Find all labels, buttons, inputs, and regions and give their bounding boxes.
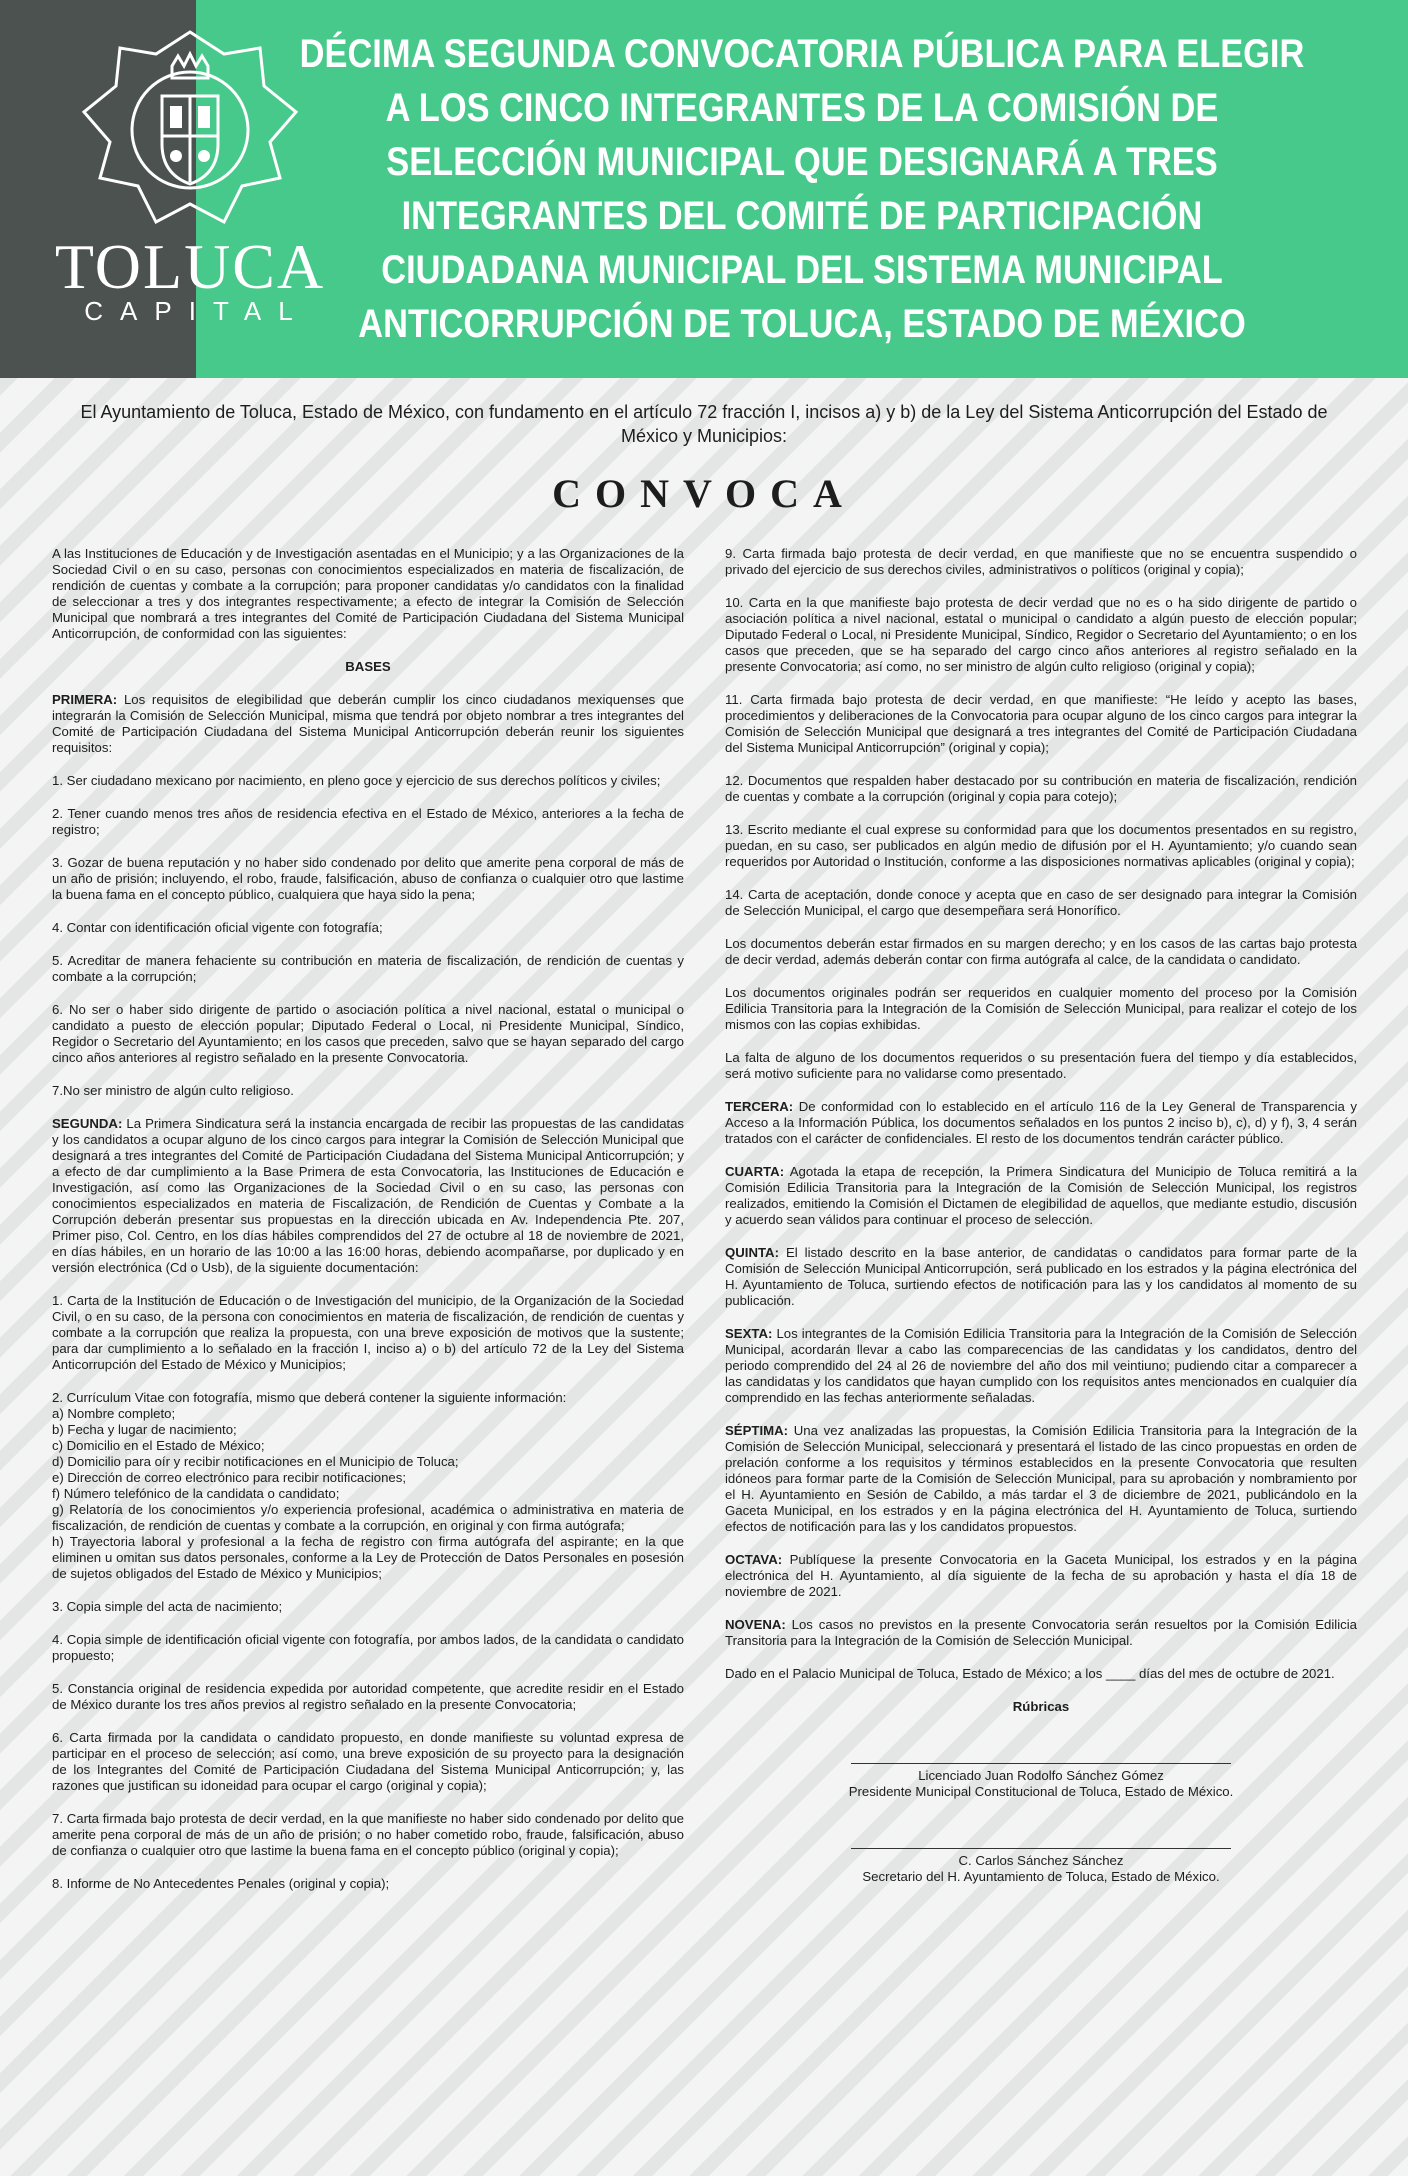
left-column xyxy=(52,546,684,1909)
document-item: 4. Copia simple de identificación oficial vigente con fotografía, por ambos lados, de la candidata o candidato propuesto; xyxy=(52,1632,684,1663)
signer-name: C. Carlos Sánchez Sánchez xyxy=(958,1853,1124,1868)
base-label: CUARTA: xyxy=(725,1164,785,1179)
logo-subtitle: CAPITAL xyxy=(84,296,310,326)
document-item: 10. Carta en la que manifieste bajo protesta de decir verdad que no es o ha sido dirigente de partido o asociación política a nivel nacional, estatal o municipal o candidato a algún puesto de elección popular; Diputado Federal o Local, ni Presidente Municipal, Síndico, Regidor o Secretario del Ayuntamiento; o en los casos que preceden, que se ha separado del cargo cinco años anteriores al registro señalado en la presente Convocatoria; así como, no ser ministro de algún culto religioso (original y copia); xyxy=(725,595,1357,674)
base-quinta xyxy=(725,1245,1357,1309)
base-text: Los integrantes de la Comisión Edilicia Transitoria para la Integración de la Comisión de Selección Municipal, acordarán llevar a cabo las comparecencias de las candidatas y los candidatos, dentro del periodo comprendido del 24 al 26 de noviembre del año dos mil veintiuno; pudiendo citar a comparecer a las candidatas y los candidatos que hayan cumplido con los requisitos antes mencionados en cualquier día comprendido en las fechas anteriormente señaladas. xyxy=(725,1326,1357,1405)
intro-paragraph: El Ayuntamiento de Toluca, Estado de México, con fundamento en el artículo 72 fracción I, incisos a) y b) de la Ley del Sistema Anticorrupción del Estado de México y Municipios: xyxy=(80,402,1328,446)
cv-subitem: c) Domicilio en el Estado de México; xyxy=(52,1438,265,1453)
requirement-item: 3. Gozar de buena reputación y no haber sido condenado por delito que amerite pena corporal de más de un año de prisión; incluyendo, el robo, fraude, falsificación, abuso de confianza o cualquier otro que lastime la buena fama en el concepto público, cualquiera que haya sido la pena; xyxy=(52,855,684,902)
base-septima xyxy=(725,1423,1357,1535)
base-text: Agotada la etapa de recepción, la Primera Sindicatura del Municipio de Toluca remitirá a la Comisión Edilicia Transitoria para la Integración de la Comisión de Selección Municipal, los registros realizados, emitiendo la Comisión el Dictamen de elegibilidad de aquellos, que mediante estudio, discusión y acuerdo sean válidos para continuar el proceso de selección. xyxy=(725,1164,1357,1227)
base-text: Una vez analizadas las propuestas, la Comisión Edilicia Transitoria para la Integración de la Comisión de Selección Municipal, seleccionará y presentará el listado de las cinco propuestas en orden de prelación conforme a los requisitos y términos establecidos en la presente Convocatoria que resulten idóneos para formar parte de la Comisión de Selección Municipal, para su aprobación y nombramiento por el H. Ayuntamiento en Sesión de Cabildo, a más tardar el 3 de diciembre de 2021, publicándolo en la Gaceta Municipal, en los estrados y en la página electrónica del H. Ayuntamiento de Toluca, surtiendo efectos de notificación para las y los candidatos propuestos. xyxy=(725,1423,1357,1534)
document-item-cv xyxy=(52,1390,684,1582)
base-label: SÉPTIMA: xyxy=(725,1423,789,1438)
cv-subitem: d) Domicilio para oír y recibir notificaciones en el Municipio de Toluca; xyxy=(52,1454,459,1469)
base-text: Publíquese la presente Convocatoria en la Gaceta Municipal, los estrados y en la página electrónica del H. Ayuntamiento, al día siguiente de la fecha de su aprobación y hasta el día 18 de noviembre de 2021. xyxy=(725,1552,1357,1599)
base-label: TERCERA: xyxy=(725,1099,794,1114)
document-item: 12. Documentos que respalden haber destacado por su contribución en materia de fiscalización, rendición de cuentas y combate a la corrupción (original y copia para cotejo); xyxy=(725,773,1357,804)
note-paragraph: Los documentos deberán estar firmados en su margen derecho; y en los casos de las cartas bajo protesta de decir verdad, además deberán contar con firma autógrafa al calce, de la candidata o candidato. xyxy=(725,936,1357,967)
base-label: NOVENA: xyxy=(725,1617,786,1632)
signature-block xyxy=(725,1848,1357,1885)
requirement-item: 4. Contar con identificación oficial vigente con fotografía; xyxy=(52,920,383,935)
cv-subitem: b) Fecha y lugar de nacimiento; xyxy=(52,1422,237,1437)
requirement-item: 6. No ser o haber sido dirigente de partido o asociación política a nivel nacional, estatal o municipal o candidato a puesto de elección popular; Diputado Federal o Local, ni Presidente Municipal, Síndico, Regidor o Secretario del Ayuntamiento; en los casos que preceden, salvo que se hayan separado del cargo cinco años anteriores al registro señalado en la presente Convocatoria. xyxy=(52,1002,684,1065)
requirement-item: 1. Ser ciudadano mexicano por nacimiento, en pleno goce y ejercicio de sus derechos políticos y civiles; xyxy=(52,773,661,788)
base-octava xyxy=(725,1552,1357,1600)
base-novena xyxy=(725,1617,1357,1649)
requirement-item: 5. Acreditar de manera fehaciente su contribución en materia de fiscalización, de rendición de cuentas y combate a la corrupción; xyxy=(52,953,684,984)
cv-subitem: e) Dirección de correo electrónico para recibir notificaciones; xyxy=(52,1470,407,1485)
cv-heading: 2. Currículum Vitae con fotografía, mismo que deberá contener la siguiente información: xyxy=(52,1390,567,1405)
base-label: OCTAVA: xyxy=(725,1552,783,1567)
title-block xyxy=(196,0,1408,378)
signer-name: Licenciado Juan Rodolfo Sánchez Gómez xyxy=(918,1768,1164,1783)
base-label: SEGUNDA: xyxy=(52,1116,123,1131)
base-tercera xyxy=(725,1099,1357,1147)
base-text: La Primera Sindicatura será la instancia encargada de recibir las propuestas de las candidatas y los candidatos a ocupar alguno de los cinco cargos para integrar la Comisión de Selección Municipal que designará a tres integrantes del Comité de Participación Ciudadana del Sistema Municipal Anticorrupción; y a efecto de dar cumplimiento a la Base Primera de esta Convocatoria, las Instituciones de Educación e Investigación, así como las Organizaciones de la Sociedad Civil o en su caso, las personas con conocimientos especializados en materia de Fiscalización, de Rendición de Cuentas y Combate a la Corrupción deberán presentar sus propuestas en la dirección ubicada en Av. Independencia Pte. 207, Primer piso, Col. Centro, en los días hábiles comprendidos del 27 de octubre al 18 de noviembre de 2021, en días hábiles, en un horario de las 10:00 a las 16:00 horas, debiendo acompañarse, por duplicado y en versión electrónica (Cd o Usb), de la siguiente documentación: xyxy=(52,1116,684,1275)
cv-subitem: a) Nombre completo; xyxy=(52,1406,176,1421)
base-primera xyxy=(52,692,684,756)
document-item: 8. Informe de No Antecedentes Penales (original y copia); xyxy=(52,1876,390,1891)
base-text: Los casos no previstos en la presente Convocatoria serán resueltos por la Comisión Edilicia Transitoria para la Integración de la Comisión de Selección Municipal. xyxy=(725,1617,1357,1648)
header-banner xyxy=(0,0,1408,378)
document-item: 6. Carta firmada por la candidata o candidato propuesto, en donde manifieste su voluntad expresa de participar en el proceso de selección; así como, una breve exposición de su proyecto para la designación de los Integrantes del Comité de Participación Ciudadana del Sistema Municipal Anticorrupción; y, las razones que justifican su idoneidad para ocupar el cargo (original y copia); xyxy=(52,1730,684,1793)
logo-wordmark: TOLUCA xyxy=(54,231,326,302)
base-text: De conformidad con lo establecido en el artículo 116 de la Ley General de Transparencia y Acceso a la Información Pública, los documentos señalados en los puntos 2 inciso b), c), d) y f), 3, 4 serán tratados con el carácter de confidenciales. El resto de los documentos tendrán carácter público. xyxy=(725,1099,1357,1146)
document-item: 13. Escrito mediante el cual exprese su conformidad para que los documentos presentados en su registro, puedan, en su caso, ser publicados en algún medio de difusión por el H. Ayuntamiento; y/o cuando sean requeridos por Autoridad o Institución, conforme a las disposiciones normativas aplicables (original y copia); xyxy=(725,822,1357,869)
base-text: Los requisitos de elegibilidad que deberán cumplir los cinco ciudadanos mexiquenses que integrarán la Comisión de Selección Municipal, misma que tendrá por objeto nombrar a tres integrantes del Comité de Participación Ciudadana del Sistema Municipal Anticorrupción deberán reunir los siguientes requisitos: xyxy=(52,692,684,755)
base-segunda xyxy=(52,1116,684,1276)
base-label: QUINTA: xyxy=(725,1245,779,1260)
signer-title: Secretario del H. Ayuntamiento de Toluca, Estado de México. xyxy=(862,1869,1220,1884)
document-item: 3. Copia simple del acta de nacimiento; xyxy=(52,1599,283,1614)
logo-block xyxy=(0,0,326,378)
signer-title: Presidente Municipal Constitucional de Toluca, Estado de México. xyxy=(848,1784,1234,1799)
signature-line xyxy=(851,1848,1231,1849)
signature-block xyxy=(725,1763,1357,1800)
base-label: PRIMERA: xyxy=(52,692,118,707)
document-item: 11. Carta firmada bajo protesta de decir verdad, en que manifieste: “He leído y acepto las bases, procedimientos y deliberaciones de la Convocatoria para ocupar alguno de los cinco cargos para integrar la Comisión de Selección Municipal que designará a tres integrantes del Comité de Participación Ciudadana del Sistema Municipal Anticorrupción” (original y copia); xyxy=(725,692,1357,755)
requirement-item: 7.No ser ministro de algún culto religioso. xyxy=(52,1083,294,1098)
preamble-paragraph: A las Instituciones de Educación y de Investigación asentadas en el Municipio; y a las Organizaciones de la Sociedad Civil o en su caso, personas con conocimientos especializados en materia de fiscalización, de rendición de cuentas y combate a la corrupción; para proponer candidatas y/o candidatos con la finalidad de seleccionar a tres y dos integrantes respectivamente; a efecto de integrar la Comisión de Selección Municipal que nombrará a tres integrantes del Comité de Participación Ciudadana del Sistema Municipal Anticorrupción, de conformidad con las siguientes: xyxy=(52,546,684,641)
requirement-item: 2. Tener cuando menos tres años de residencia efectiva en el Estado de México, anteriores a la fecha de registro; xyxy=(52,806,684,837)
page-title: DÉCIMA SEGUNDA CONVOCATORIA PÚBLICA PARA ELEGIR A LOS CINCO INTEGRANTES DE LA COMISIÓN DE SELECCIÓN MUNICIPAL QUE DESIGNARÁ A TRES INTEGRANTES DEL COMITÉ DE PARTICIPACIÓN CIUDADANA MUNICIPAL DEL SISTEMA MUNICIPAL ANTICORRUPCIÓN DE TOLUCA, ESTADO DE MÉXICO xyxy=(299,32,1305,346)
cv-subitem: f) Número telefónico de la candidata o candidato; xyxy=(52,1486,340,1501)
note-paragraph: Los documentos originales podrán ser requeridos en cualquier momento del proceso por la Comisión Edilicia Transitoria para la Integración de la Comisión de Selección Municipal, para realizar el cotejo de los mismos con las copias exhibidas. xyxy=(725,985,1357,1032)
document-item: 5. Constancia original de residencia expedida por autoridad competente, que acredite residir en el Estado de México durante los tres años previos al registro señalado en la presente Convocatoria; xyxy=(52,1681,684,1712)
cv-subitem: h) Trayectoria laboral y profesional a la fecha de registro con firma autógrafa del aspirante; en la que eliminen u omitan sus datos personales, conforme a la Ley de Protección de Datos Personales en posesión de sujetos obligados del Estado de México y Municipios; xyxy=(52,1534,684,1581)
cv-subitem: g) Relatoría de los conocimientos y/o experiencia profesional, académica o administrativa en materia de fiscalización, de rendición de cuentas y combate a la corrupción, en original y con firma autógrafa; xyxy=(52,1502,684,1533)
base-cuarta xyxy=(725,1164,1357,1228)
convoca-heading: CONVOCA xyxy=(552,471,856,516)
right-column xyxy=(725,546,1357,1885)
note-paragraph: La falta de alguno de los documentos requeridos o su presentación fuera del tiempo y día establecidos, será motivo suficiente para no validarse como presentado. xyxy=(725,1050,1357,1081)
base-label: SEXTA: xyxy=(725,1326,773,1341)
document-item: 9. Carta firmada bajo protesta de decir verdad, en que manifieste que no se encuentra suspendido o privado del ejercicio de sus derechos civiles, administrativos o políticos (original y copia); xyxy=(725,546,1357,577)
bases-heading: BASES xyxy=(345,659,391,674)
document-item: 7. Carta firmada bajo protesta de decir verdad, en la que manifieste no haber sido condenado por delito que amerite pena corporal de más de un año de prisión; o no haber cometido robo, fraude, falsificación, abuso de confianza o cualquier otro que lastime la buena fama en el concepto público (original y copia); xyxy=(52,1811,684,1858)
dado-paragraph: Dado en el Palacio Municipal de Toluca, Estado de México; a los ____ días del mes de octubre de 2021. xyxy=(725,1666,1335,1681)
base-sexta xyxy=(725,1326,1357,1406)
base-text: El listado descrito en la base anterior, de candidatas o candidatos para formar parte de la Comisión de Selección Municipal Anticorrupción, será publicado en los estrados y la página electrónica del H. Ayuntamiento de Toluca, surtiendo efectos de notificación para las y los candidatos al momento de su publicación. xyxy=(725,1245,1357,1308)
rubricas-heading: Rúbricas xyxy=(1012,1699,1070,1714)
signature-line xyxy=(851,1763,1231,1764)
toluca-crest-logo xyxy=(74,26,306,236)
document-item: 14. Carta de aceptación, donde conoce y acepta que en caso de ser designado para integrar la Comisión de Selección Municipal, el cargo que desempeñara será Honorífico. xyxy=(725,887,1357,918)
document-item: 1. Carta de la Institución de Educación o de Investigación del municipio, de la Organización de la Sociedad Civil, o en su caso, de la persona con conocimientos en materia de fiscalización, de rendición de cuentas y combate a la corrupción que realiza la propuesta, con una breve exposición de motivos que la sustente; para dar cumplimiento a lo señalado en la fracción I, inciso a) o b) del artículo 72 de la Ley del Sistema Anticorrupción del Estado de México y Municipios; xyxy=(52,1293,684,1372)
